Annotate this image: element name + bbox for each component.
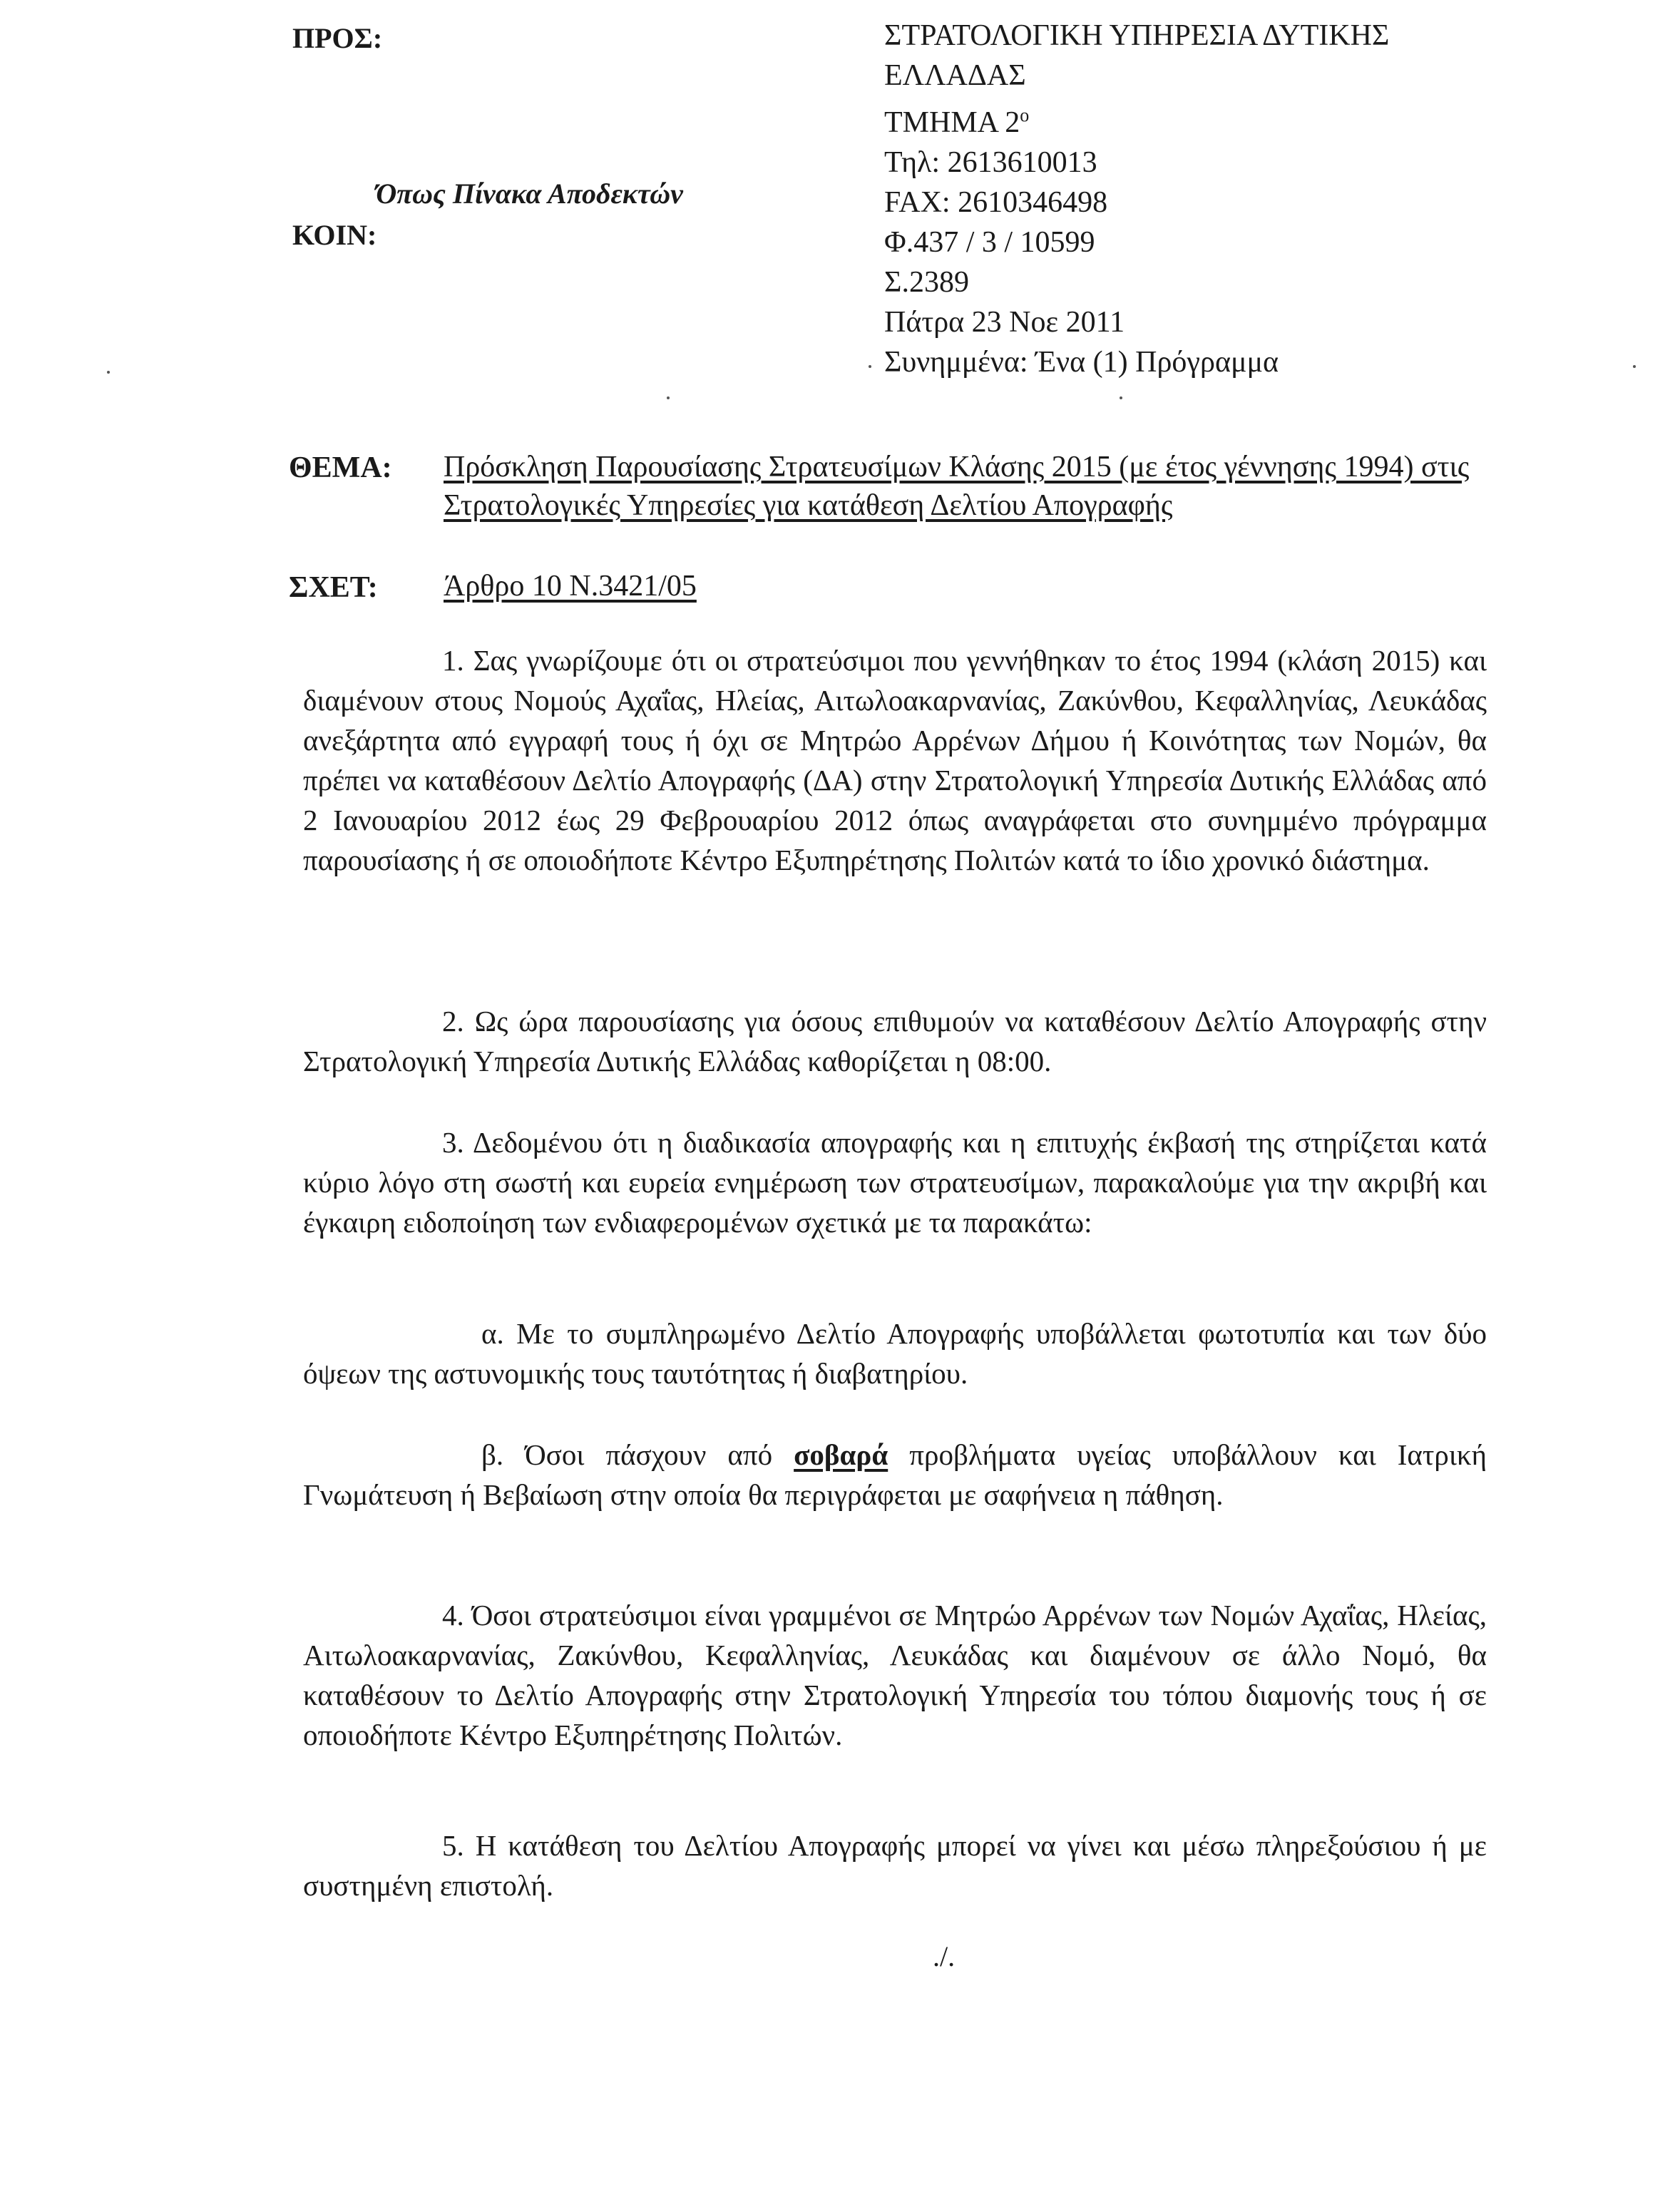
continuation-mark: ./.: [933, 1940, 956, 1972]
scan-speck: [869, 365, 871, 368]
paragraph-1: 1. Σας γνωρίζουμε ότι οι στρατεύσιμοι που γεννήθηκαν το έτος 1994 (κλάση 2015) και διαμένουν στους Νομούς Αχαΐας, Ηλείας, Αιτωλοακαρνανίας, Ζακύνθου, Κεφαλληνίας, Λευκάδας ανεξάρτητα από εγγραφή τους ή όχι σε Μητρώο Αρρένων Δήμου ή Κοινότητας των Νομών, θα πρέπει να καταθέσουν Δελτίο Απογραφής (ΔΑ) στην Στρατολογική Υπηρεσία Δυτικής Ελλάδας από 2 Ιανουαρίου 2012 έως 29 Φεβρουαρίου 2012 όπως αναγράφεται στο συνημμένο πρόγραμμα παρουσίασης ή σε οποιοδήποτε Κέντρο Εξυπηρέτησης Πολιτών κατά το ίδιο χρονικό διάστημα.: [303, 644, 1487, 876]
paragraph-5: 5. Η κατάθεση του Δελτίου Απογραφής μπορεί να γίνει και μέσω πληρεξούσιου ή με συστημένη επιστολή.: [303, 1829, 1487, 1902]
paragraph-3b: [303, 1435, 1487, 1515]
scan-speck: [1633, 365, 1636, 368]
reference-text: Άρθρο 10 Ν.3421/05: [444, 570, 697, 603]
sender-line: ΣΤΡΑΤΟΛΟΓΙΚΗ ΥΠΗΡΕΣΙΑ ΔΥΤΙΚΗΣ: [884, 19, 1390, 52]
sender-line: Σ.2389: [884, 266, 969, 299]
scan-speck: [667, 396, 670, 399]
sender-line: Συνημμένα: Ένα (1) Πρόγραμμα: [884, 346, 1279, 379]
subject-text: Πρόσκληση Παρουσίασης Στρατευσίμων Κλάσης 2015 (με έτος γέννησης 1994) στις Στρατολογικές Υπηρεσίες για κατάθεση Δελτίου Απογραφής: [444, 451, 1470, 522]
paragraph-3: 3. Δεδομένου ότι η διαδικασία απογραφής και η επιτυχής έκβασή της στηρίζεται κατά κύριο λόγο στη σωστή και ευρεία ενημέρωση των στρατευσίμων, παρακαλούμε για την ακριβή και έγκαιρη ειδοποίηση των ενδιαφερομένων σχετικά με τα παρακάτω:: [303, 1126, 1487, 1239]
to-label: ΠΡΟΣ:: [292, 22, 383, 54]
scan-speck: [107, 371, 110, 374]
paragraph-3b-start: β. Όσοι πάσχουν από: [481, 1438, 794, 1471]
paragraph-2: 2. Ως ώρα παρουσίασης για όσους επιθυμούν να καταθέσουν Δελτίο Απογραφής στην Στρατολογική Υπηρεσία Δυτικής Ελλάδας καθορίζεται η 08:00.: [303, 1005, 1487, 1077]
department-text: ΤΜΗΜΑ 2: [884, 106, 1020, 139]
scan-speck: [1120, 396, 1122, 399]
recipients-note: Όπως Πίνακα Αποδεκτών: [376, 178, 683, 210]
cc-label: ΚΟΙΝ:: [292, 219, 377, 251]
paragraph-3b-end: προβλήματα υγείας υποβάλλουν και Ιατρική Γνωμάτευση ή Βεβαίωση στην οποία θα περιγράφεται με σαφήνεια η πάθηση.: [303, 1438, 1487, 1511]
sender-line: Πάτρα 23 Νοε 2011: [884, 306, 1125, 339]
sender-line: ΕΛΛΑΔΑΣ: [884, 59, 1026, 92]
sender-block: [884, 16, 1597, 382]
paragraph-3a: α. Με το συμπληρωμένο Δελτίο Απογραφής υποβάλλεται φωτοτυπία και των δύο όψεων της αστυνομικής τους ταυτότητας ή διαβατηρίου.: [303, 1317, 1487, 1390]
sender-line: Τηλ: 2613610013: [884, 146, 1097, 179]
emphasis-serious: σοβαρά: [794, 1438, 888, 1471]
reference-label: ΣΧΕΤ:: [289, 571, 378, 604]
department-superscript: ο: [1020, 105, 1030, 126]
subject-label: ΘΕΜΑ:: [289, 451, 392, 484]
sender-line: Φ.437 / 3 / 10599: [884, 226, 1095, 259]
paragraph-4: 4. Όσοι στρατεύσιμοι είναι γραμμένοι σε Μητρώο Αρρένων των Νομών Αχαΐας, Ηλείας, Αιτωλοακαρνανίας, Ζακύνθου, Κεφαλληνίας, Λευκάδας και διαμένουν σε άλλο Νομό, θα καταθέσουν το Δελτίο Απογραφής στην Στρατολογική Υπηρεσία του τόπου διαμονής τους ή σε οποιοδήποτε Κέντρο Εξυπηρέτησης Πολιτών.: [303, 1599, 1487, 1751]
sender-line-department: [884, 96, 1597, 143]
sender-line: FAX: 2610346498: [884, 186, 1108, 219]
